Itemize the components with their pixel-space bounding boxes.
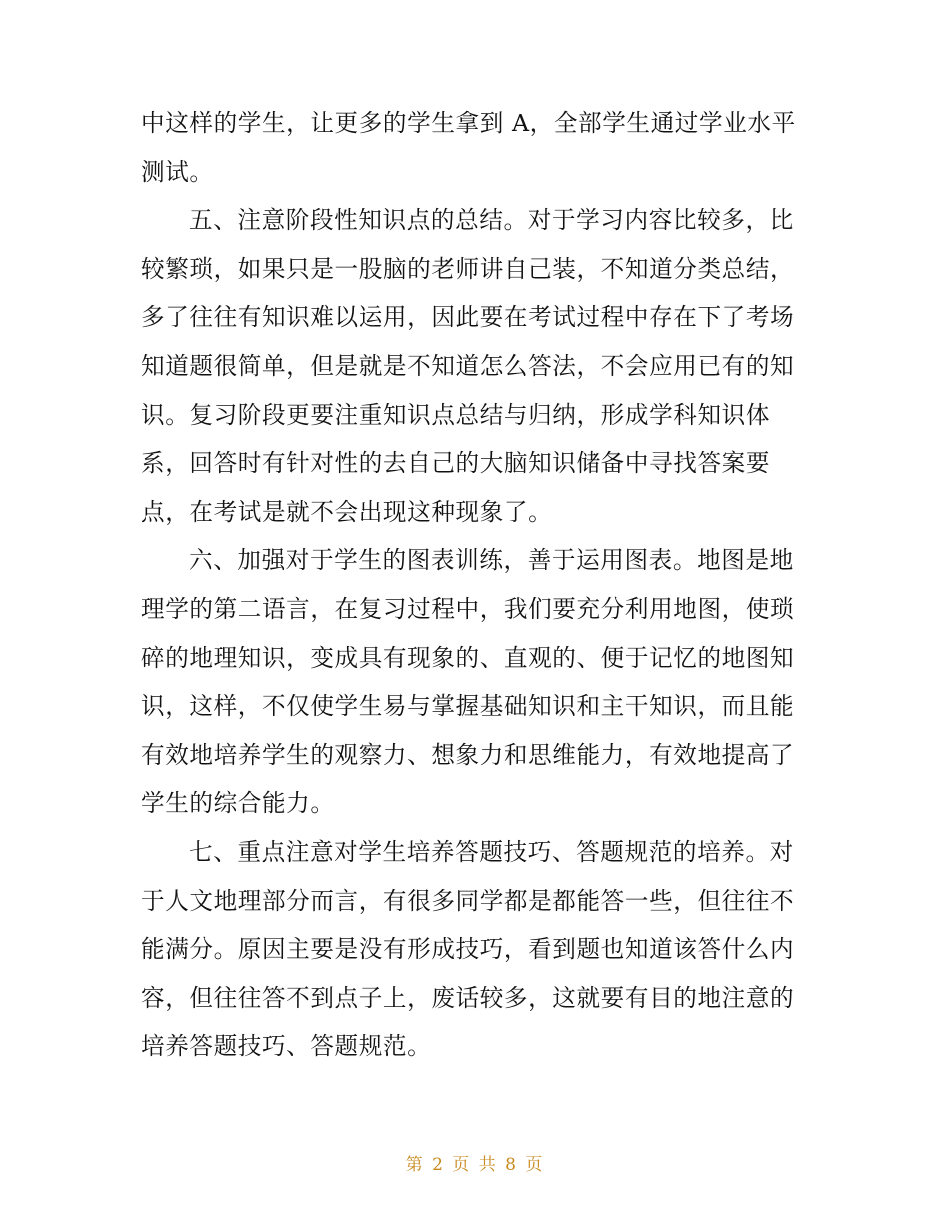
text-line: 识。复习阶段更要注重知识点总结与归纳，形成学科知识体 [141, 400, 771, 429]
text-line: 六、加强对于学生的图表训练，善于运用图表。地图是地 [189, 546, 794, 575]
text-line: 较繁琐，如果只是一股脑的老师讲自己装，不知道分类总结， [141, 254, 795, 283]
text-line: 有效地培养学生的观察力、想象力和思维能力，有效地提高了 [141, 740, 795, 769]
text-line: 五、注意阶段性知识点的总结。对于学习内容比较多，比 [189, 206, 794, 235]
paragraph-section-7 [141, 828, 813, 1071]
document-body [141, 99, 813, 1071]
text-line: 能满分。原因主要是没有形成技巧，看到题也知道该答什么内 [141, 935, 795, 964]
text-line: 培养答题技巧、答题规范。 [141, 1032, 432, 1061]
text-line: 多了往往有知识难以运用，因此要在考试过程中存在下了考场 [141, 303, 795, 332]
text-line: 知道题很简单，但是就是不知道怎么答法，不会应用已有的知 [141, 351, 795, 380]
text-line: 于人文地理部分而言，有很多同学都是都能答一些，但往往不 [141, 886, 795, 915]
text-line: 学生的综合能力。 [141, 789, 335, 818]
text-line: 七、重点注意对学生培养答题技巧、答题规范的培养。对 [189, 837, 794, 866]
paragraph-section-5 [141, 196, 813, 536]
text-line: 理学的第二语言，在复习过程中，我们要充分利用地图，使琐 [141, 594, 795, 623]
paragraph-section-6 [141, 536, 813, 828]
text-line: 中这样的学生，让更多的学生拿到 A，全部学生通过学业水平 [141, 109, 796, 137]
text-line: 碎的地理知识，变成具有现象的、直观的、便于记忆的地图知 [141, 643, 795, 672]
text-line: 识，这样，不仅使学生易与掌握基础知识和主干知识，而且能 [141, 692, 795, 721]
text-line: 测试。 [141, 157, 214, 186]
paragraph-continuation [141, 99, 813, 196]
text-line: 系，回答时有针对性的去自己的大脑知识储备中寻找答案要 [141, 449, 771, 478]
text-line: 点，在考试是就不会出现这种现象了。 [141, 497, 553, 526]
text-line: 容，但往往答不到点子上，废话较多，这就要有目的地注意的 [141, 983, 795, 1012]
page-number-footer: 第 2 页 共 8 页 [405, 1155, 545, 1175]
